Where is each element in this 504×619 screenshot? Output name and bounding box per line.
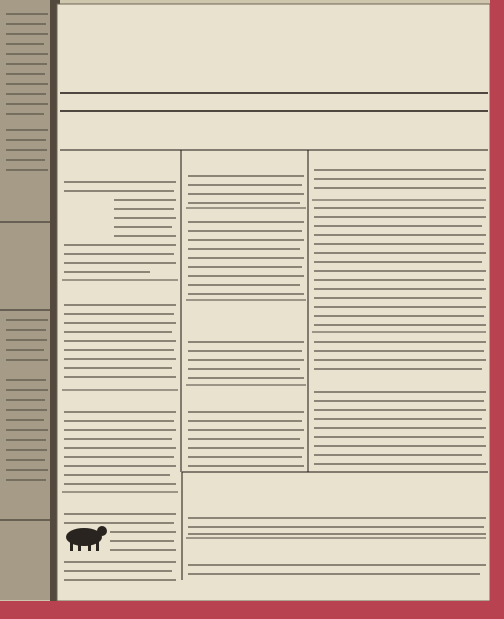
binding-bottom (0, 601, 504, 619)
publication-notice (62, 114, 486, 148)
left-page-edge (0, 0, 52, 600)
binding-red-right (490, 0, 504, 619)
